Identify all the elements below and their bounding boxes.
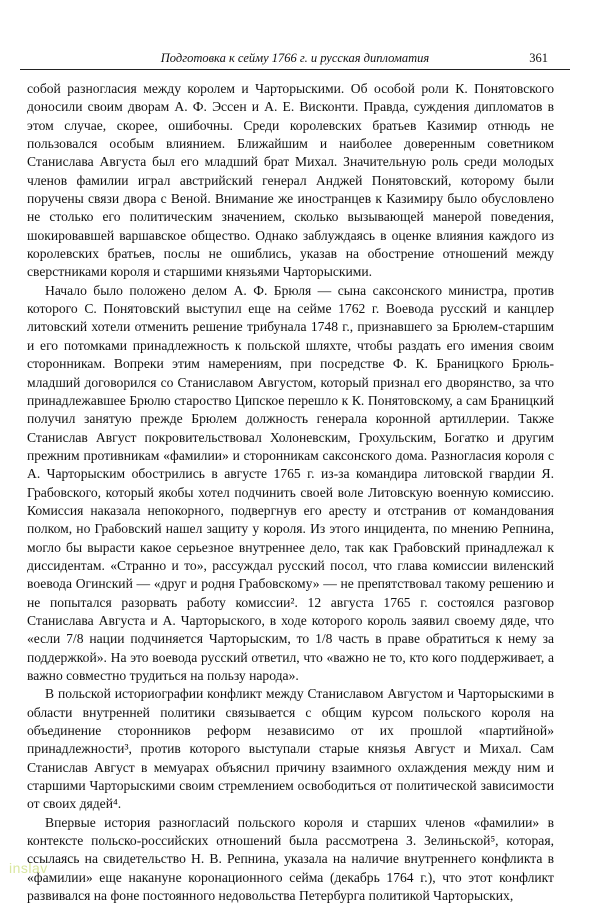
running-header — [20, 35, 570, 81]
header-rule — [20, 69, 570, 70]
paragraph: Впервые история разногласий польского короля и старших членов «фамилии» в контексте польско-российских отношений была рассмотрена З. Зелиньской⁵, которая, ссылаясь на свидетельство Н. В. Репнина, указала на наличие внутреннего конфликта в «фамилии» еще накануне коронационного сейма (декабрь 1764 г.), что этот конфликт развивался на фоне постоянного недовольства Петербурга политикой Чарторыских, — [27, 814, 554, 904]
paragraph-continued: собой разногласия между королем и Чарторыскими. Об особой роли К. Понятовского доносили своим дворам А. Ф. Эссен и А. Е. Висконти. Правда, суждения дипломатов в этом случае, скорее, ошибочны. Среди королевских братьев Казимир отнюдь не пользовался особым влиянием. Ближайшим и наиболее доверенным советником Станислава Августа был его младший брат Михал. Значительную роль среди молодых членов фамилии играл австрийский генерал Анджей Понятовский, которому были поручены связи двора с Веной. Внимание же иностранцев к Казимиру было обусловлено не столько его политическим значением, сколько вызывающей манерой поведения, шокировавшей варшавское общество. Однако заблуждаясь в оценке влияния каждого из королевских братьев, послы не ошиблись, указав на обострение отношений между сверстниками короля и старшими князьями Чарторыскими. — [27, 81, 554, 280]
running-title: Подготовка к сейму 1766 г. и русская дипломатия — [160, 51, 430, 65]
watermark: inslav — [9, 860, 48, 876]
paragraph: В польской историографии конфликт между Станиславом Августом и Чарторыскими в области внутренней политики связывается с общим курсом польского короля на объединение сторонников реформ независимо от их прошлой «партийной» принадлежности³, против которого выступали старые князья Август и Михал. Сам Станислав Август в мемуарах объяснил причину взаимного охлаждения между ним и старшими Чарторыскими своим стремлением освободиться от политической зависимости от своих дядей⁴. — [27, 686, 554, 812]
paragraph: Начало было положено делом А. Ф. Брюля — сына саксонского министра, против которого С. Понятовский выступил еще на сейме 1762 г. Воевода русский и канцлер литовский хотели отменить решение трибунала 1748 г., признавшего за Брюлем-старшим и его потомками принадлежность к польской шляхте, чтобы раздать его имения своим сторонникам. Вопреки этим намерениям, при посредстве Ф. К. Браницкого Брюль-младший договорился со Станиславом Августом, который признал его дворянство, за что принадлежавшее Брюлю староство Ципское перешло к К. Понятовскому, а сам Браницкий получил занятую прежде Брюлем должность генерала коронной артиллерии. Также Станислав Август покровительствовал Холоневским, Грохульским, Богатко и другим прежним противникам «фамилии» и сторонникам саксонского дома. Разногласия короля с А. Чарторыским обострились в августе 1765 г. из-за командира литовской гвардии Я. Грабовского, который якобы хотел подчинить своей воле Литовскую военную комиссию. Комиссия наказала непокорного, подвергнув его аресту и отстранив от командования полком, но Грабовский нашел защиту у короля. Из этого инцидента, по мнению Репнина, могло бы вырасти какое серьезное внутреннее дело, так как Грабовский принадлежал к диссидентам. «Странно и то», рассуждал русский посол, что глава комиссии виленский воевода Огинский — «друг и родня Грабовскому» — не препятствовал такому решению и не попытался разорвать работу комиссии². 12 августа 1765 г. состоялся разговор Станислава Августа и А. Чарторыского, в ходе которого король заявил своему дяде, что «если 7/8 нации подчиняется Чарторыским, то 1/8 часть в праве обратиться к нему за поддержкой». На это воевода русский ответил, что «важно не то, кто кого поддерживает, а важно совместно трудиться на пользу народа». — [27, 282, 554, 683]
body-text — [27, 80, 554, 905]
page-number: 361 — [529, 51, 548, 65]
